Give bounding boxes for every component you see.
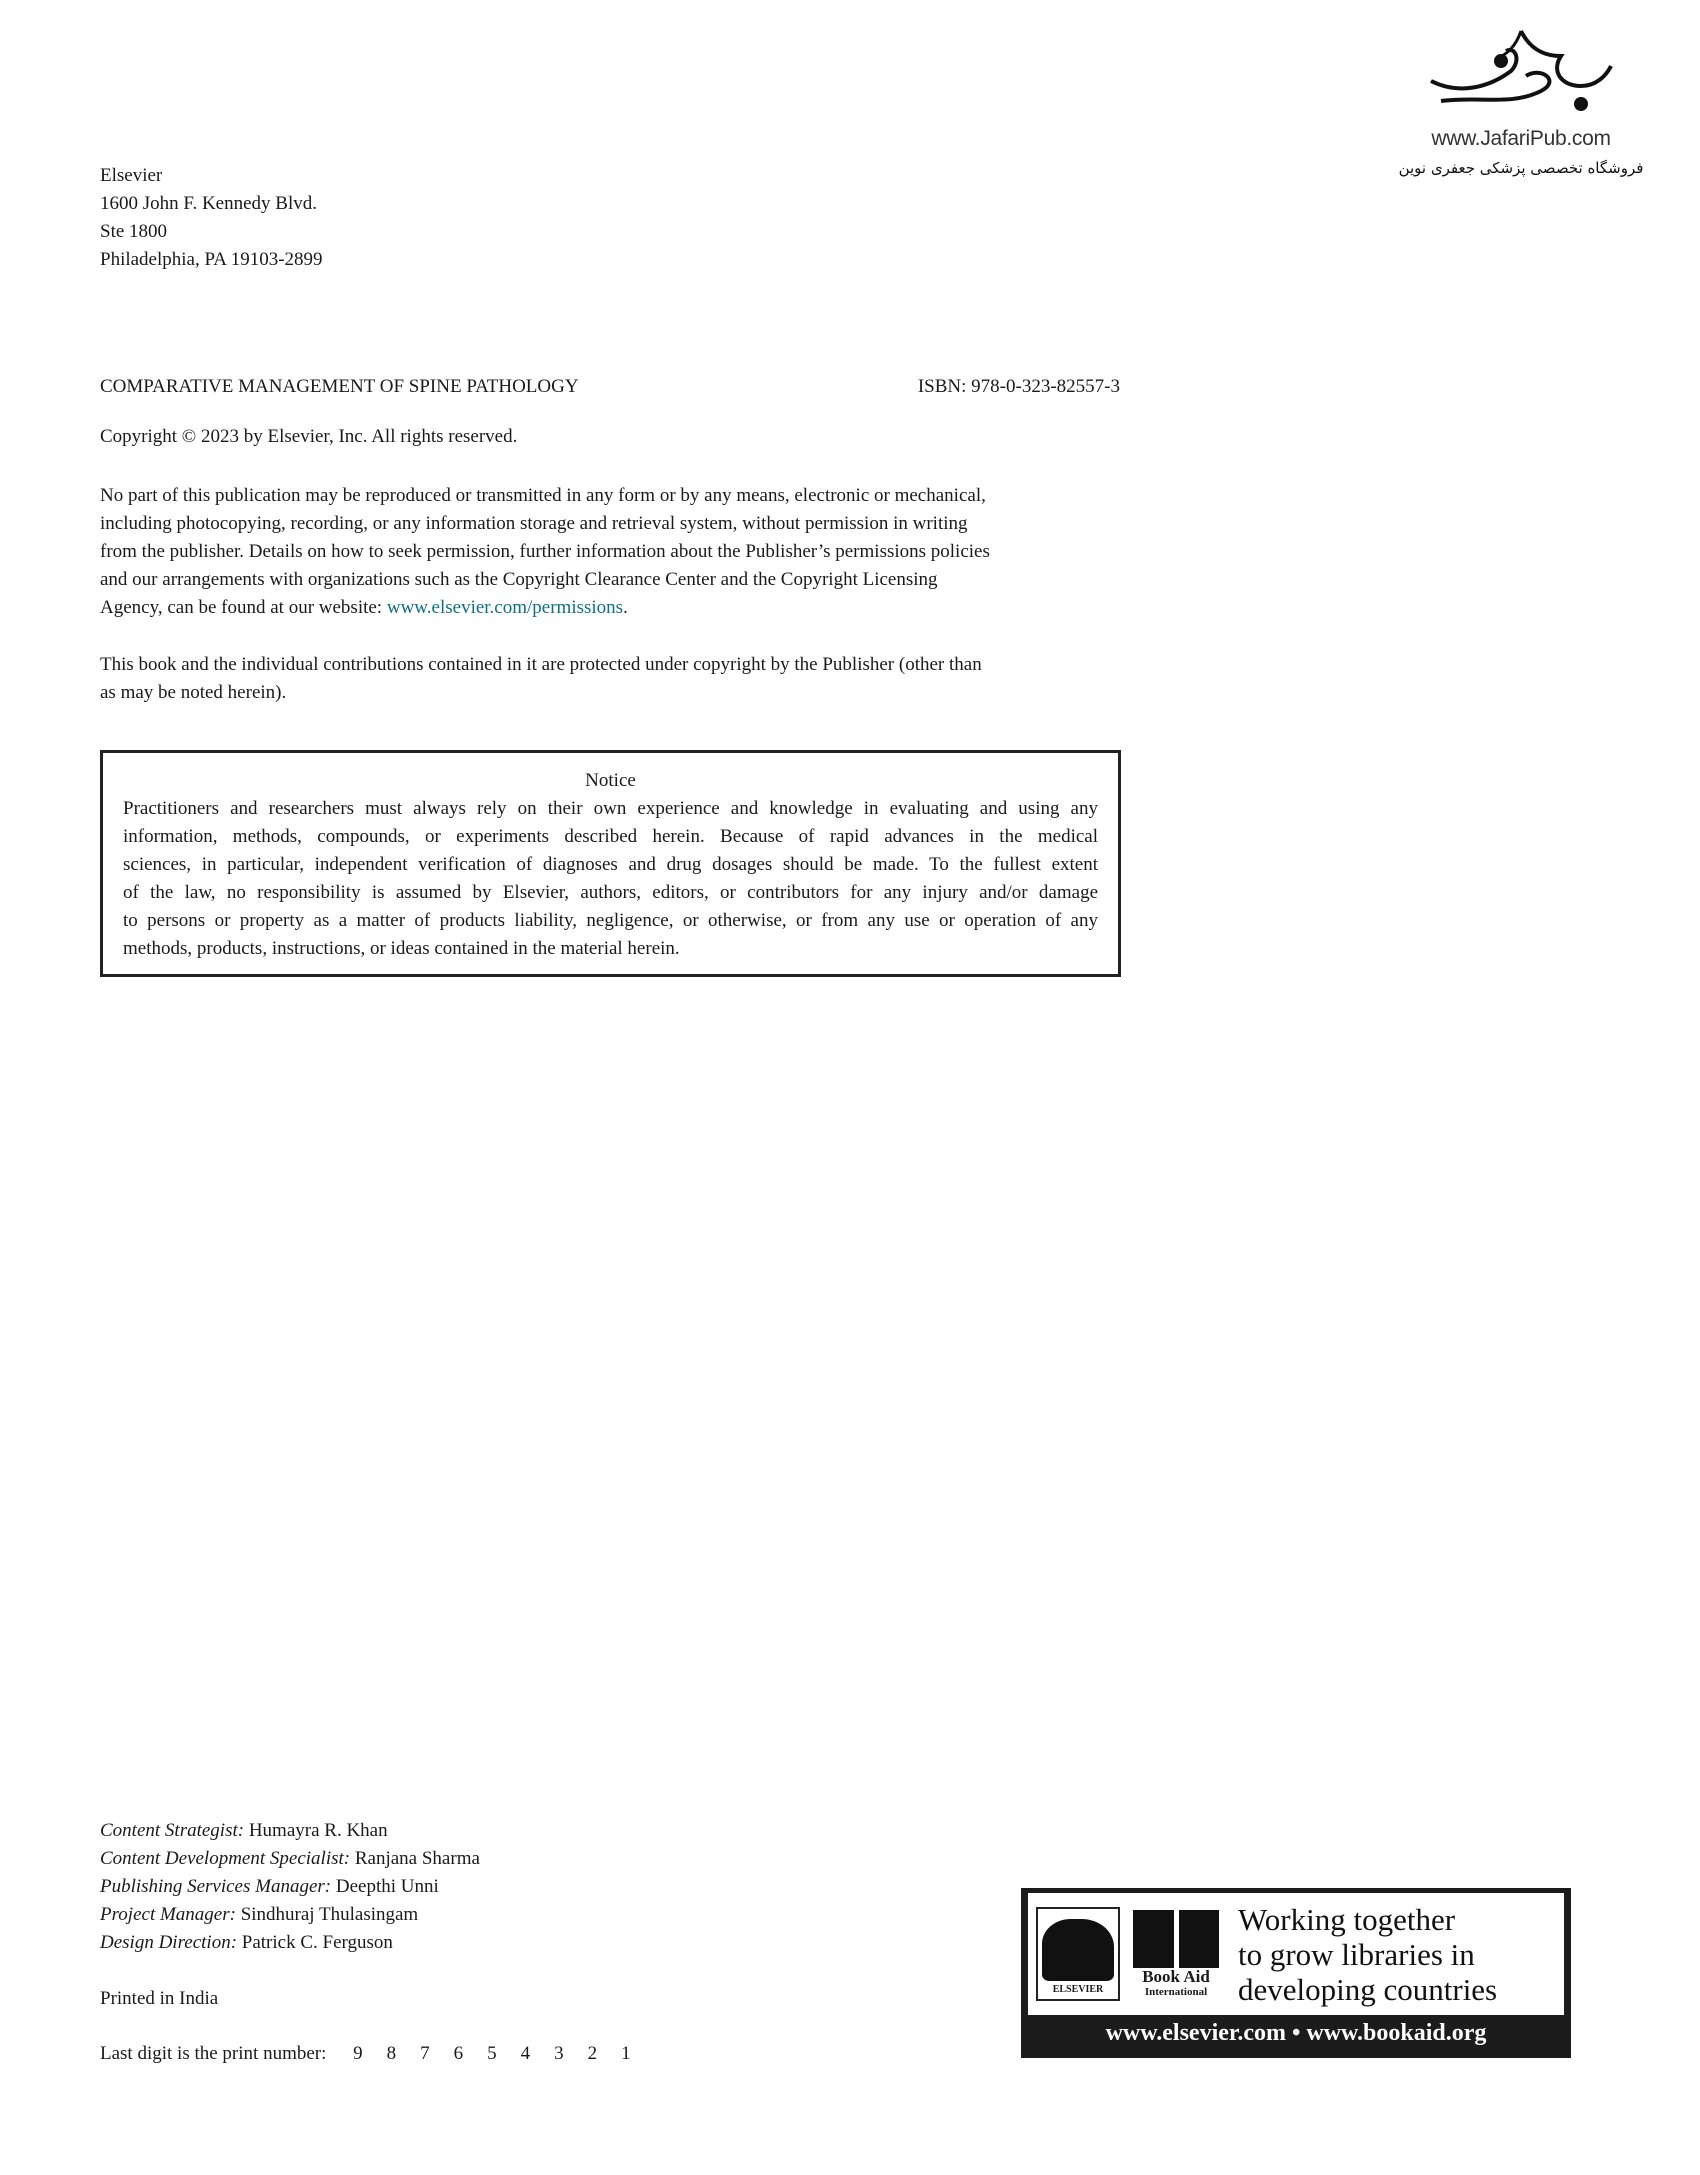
text-line <box>100 594 990 622</box>
notice-line: sciences, in particular, independent verification of diagnoses and drug dosages should be made. To the fullest extent <box>123 854 1098 875</box>
notice-line: information, methods, compounds, or experiments described herein. Because of rapid advances in the medical <box>123 826 1098 847</box>
print-digit: 9 <box>353 2043 363 2064</box>
copyright: Copyright © 2023 by Elsevier, Inc. All rights reserved. <box>100 426 518 447</box>
credit-role: Design Direction: <box>100 1932 238 1953</box>
print-digit: 6 <box>453 2043 464 2064</box>
print-digit: 5 <box>487 2043 497 2064</box>
bookaid-urls: www.elsevier.com • www.bookaid.org <box>1105 2020 1487 2046</box>
text: . <box>623 597 628 618</box>
elsevier-logo-text: ELSEVIER <box>1052 1984 1104 1995</box>
text-line: This book and the individual contributions contained in it are protected under copyright by the Publisher (other than <box>100 654 982 675</box>
notice-box <box>100 750 1121 977</box>
open-book-icon <box>1133 1910 1219 1968</box>
address-line: Elsevier <box>100 165 163 186</box>
credit-role: Content Strategist: <box>100 1820 245 1841</box>
credit-line <box>100 1901 480 1929</box>
print-number <box>100 2040 643 2068</box>
jafaripub-logo <box>1389 26 1653 177</box>
permissions-link[interactable]: www.elsevier.com/permissions <box>386 597 624 618</box>
print-digit: 3 <box>554 2043 564 2064</box>
text-line: No part of this publication may be reproduced or transmitted in any form or by any means, electronic or mechanical, <box>100 485 986 506</box>
text-line: as may be noted herein). <box>100 682 287 703</box>
calligraphy-logo-icon <box>1421 26 1621 121</box>
credit-name: Patrick C. Ferguson <box>237 1932 393 1953</box>
bookaid-banner-body <box>1028 1893 1564 2015</box>
credit-line <box>100 1845 480 1873</box>
credit-line <box>100 1817 480 1845</box>
address-line: Ste 1800 <box>100 221 168 242</box>
print-digit: 8 <box>386 2043 397 2064</box>
notice-line: methods, products, instructions, or ideas contained in the material herein. <box>123 938 680 959</box>
credit-name: Sindhuraj Thulasingam <box>235 1904 419 1925</box>
text-line: including photocopying, recording, or any information storage and retrieval system, without permission in writing <box>100 513 968 534</box>
print-digit: 2 <box>587 2043 598 2064</box>
permissions-paragraph <box>100 482 990 622</box>
bookaid-name: Book Aid <box>1142 1967 1210 1986</box>
elsevier-logo <box>1036 1907 1120 2001</box>
jafaripub-url: www.JafariPub.com <box>1431 127 1611 150</box>
bookaid-subname: International <box>1144 1986 1208 1998</box>
bookaid-banner <box>1021 1888 1571 2058</box>
address-line: Philadelphia, PA 19103-2899 <box>100 249 323 270</box>
credit-role: Project Manager: <box>100 1904 236 1925</box>
book-title: COMPARATIVE MANAGEMENT OF SPINE PATHOLOGY <box>100 376 579 397</box>
print-digit: 4 <box>520 2043 531 2064</box>
elsevier-tree-icon <box>1042 1919 1114 1981</box>
credit-name: Deepthi Unni <box>331 1876 439 1897</box>
isbn: ISBN: 978-0-323-82557-3 <box>917 376 1120 397</box>
title-row <box>100 373 1120 401</box>
print-digit: 7 <box>420 2043 430 2064</box>
notice-line: to persons or property as a matter of products liability, negligence, or otherwise, or from any use or operation of any <box>123 910 1098 931</box>
text-line: and our arrangements with organizations such as the Copyright Clearance Center and the Copyright Licensing <box>100 569 938 590</box>
printed-in: Printed in India <box>100 1988 219 2009</box>
publisher-address <box>100 162 323 274</box>
slogan-line: Working together <box>1238 1901 1456 1937</box>
text-line: from the publisher. Details on how to seek permission, further information about the Publisher’s permissions policies <box>100 541 990 562</box>
jafaripub-tagline: فروشگاه تخصصی پزشکی جعفری نوین <box>1398 159 1644 177</box>
credit-name: Humayra R. Khan <box>244 1820 388 1841</box>
credits <box>100 1817 480 1957</box>
credit-role: Publishing Services Manager: <box>100 1876 332 1897</box>
credit-line <box>100 1929 480 1957</box>
notice-heading: Notice <box>585 770 636 791</box>
credit-role: Content Development Specialist: <box>100 1848 351 1869</box>
notice-line: of the law, no responsibility is assumed by Elsevier, authors, editors, or contributors for any injury and/or damage <box>123 882 1098 903</box>
credit-line <box>100 1873 480 1901</box>
print-digit: 1 <box>621 2043 631 2064</box>
protection-paragraph <box>100 651 982 707</box>
credit-name: Ranjana Sharma <box>350 1848 480 1869</box>
slogan-line: developing countries <box>1238 1971 1498 2007</box>
print-number-label: Last digit is the print number: <box>100 2043 327 2064</box>
address-line: 1600 John F. Kennedy Blvd. <box>100 193 317 214</box>
notice-line: Practitioners and researchers must always rely on their own experience and knowledge in evaluating and using any <box>123 798 1098 819</box>
slogan-line: to grow libraries in <box>1238 1936 1475 1972</box>
text: Agency, can be found at our website: <box>100 597 387 618</box>
bookaid-slogan <box>1238 1902 1497 2007</box>
bookaid-logo <box>1130 1910 1222 1998</box>
